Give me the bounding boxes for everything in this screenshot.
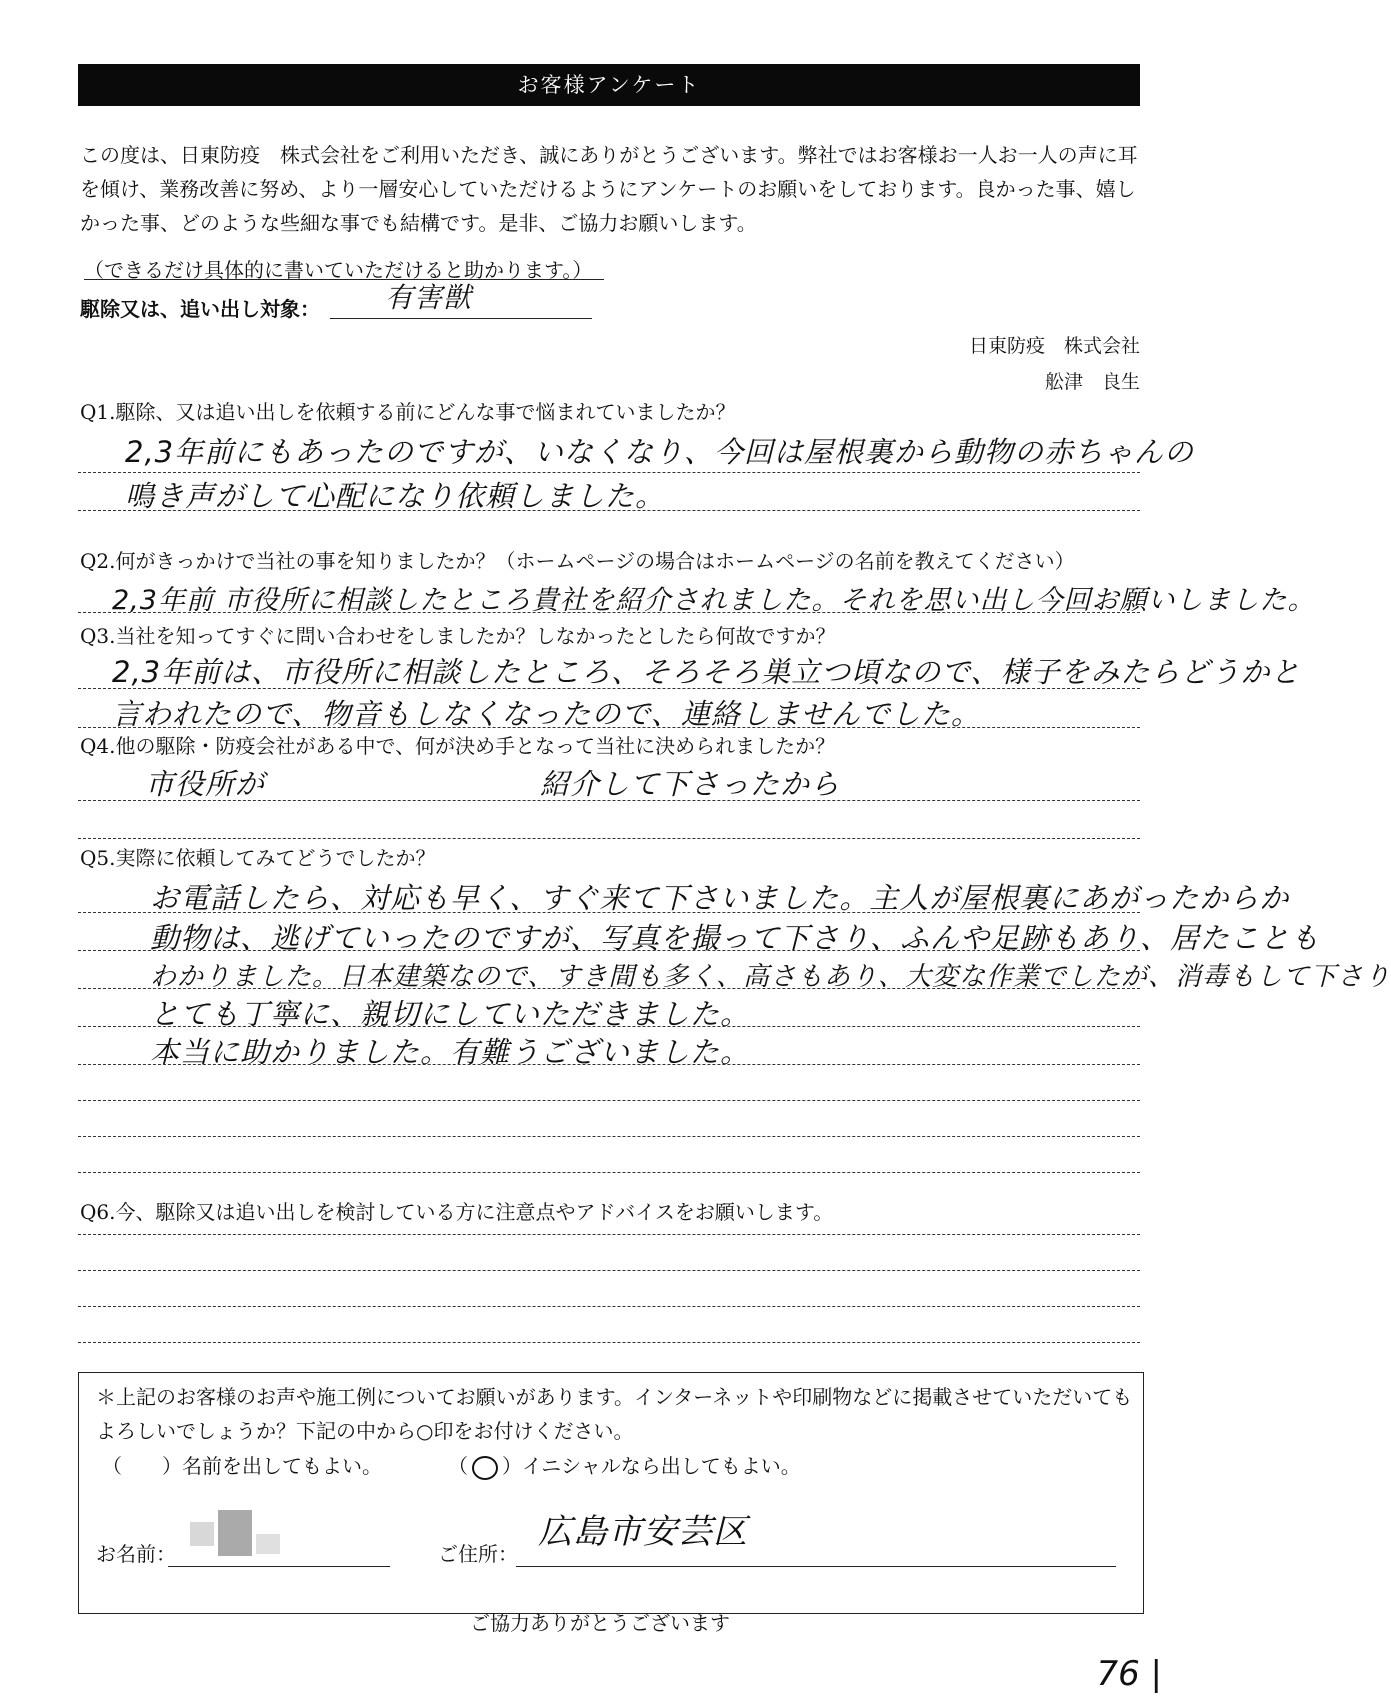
answer-line bbox=[78, 912, 1140, 913]
company-person: 舩津 良生 bbox=[1044, 371, 1140, 393]
q5-answer-line-3[interactable]: わかりました。日本建築なので、すき間も多く、高さもあり、大変な作業でしたが、消毒もして下さり bbox=[150, 962, 1391, 992]
consent-text: ＊上記のお客様のお声や施工例についてお願いがあります。インターネットや印刷物などに掲載させていただいてもよろしいでしょうか？下記の中から○印をお付けください。 bbox=[96, 1385, 1133, 1443]
consent-option-initial[interactable] bbox=[448, 1450, 801, 1480]
answer-line bbox=[78, 510, 1140, 511]
q3-label: Q3.当社を知ってすぐに問い合わせをしましたか？しなかったとしたら何故ですか？ bbox=[80, 624, 836, 648]
q5-answer-line-1[interactable]: お電話したら、対応も早く、すぐ来て下さいました。主人が屋根裏にあがったからか bbox=[150, 881, 1290, 915]
q2-label: Q2.何がきっかけで当社の事を知りましたか？（ホームページの場合はホームページの名前を教えてください） bbox=[80, 549, 1075, 573]
target-label: 駆除又は、追い出し対象： bbox=[80, 297, 320, 321]
answer-line bbox=[78, 838, 1140, 839]
answer-line bbox=[78, 1064, 1140, 1065]
q5-label: Q5.実際に依頼してみてどうでしたか？ bbox=[80, 846, 436, 870]
name-underline bbox=[168, 1566, 390, 1567]
name-label: お名前： bbox=[96, 1542, 176, 1566]
option-bracket-open: （ ） bbox=[102, 1454, 182, 1478]
answer-line bbox=[78, 1136, 1140, 1137]
answer-line bbox=[78, 1234, 1140, 1235]
answer-line bbox=[78, 988, 1140, 989]
consent-option-name[interactable] bbox=[102, 1450, 382, 1479]
answer-line bbox=[78, 612, 1140, 613]
answer-line bbox=[78, 1172, 1140, 1173]
option-2-label: イニシャルなら出してもよい。 bbox=[522, 1454, 801, 1478]
option-bracket: （ ） bbox=[448, 1454, 522, 1478]
answer-line bbox=[78, 800, 1140, 801]
intro-note: （できるだけ具体的に書いていただけると助かります。） bbox=[84, 258, 593, 282]
address-label: ご住所： bbox=[438, 1542, 518, 1566]
company-name: 日東防疫 株式会社 bbox=[968, 335, 1140, 357]
page-title: お客様アンケート bbox=[78, 64, 1140, 106]
q4-answer-part-2[interactable]: 紹介して下さったから bbox=[540, 767, 841, 801]
answer-line bbox=[78, 1306, 1140, 1307]
address-underline bbox=[516, 1566, 1116, 1567]
q5-answer-line-2[interactable]: 動物は、逃げていったのですが、写真を撮って下さり、ふんや足跡もあり、居たことも bbox=[150, 921, 1321, 955]
redacted-name-block bbox=[256, 1534, 280, 1554]
q3-answer-line-2[interactable]: 言われたので、物音もしなくなったので、連絡しませんでした。 bbox=[112, 697, 981, 731]
q3-answer-line-1[interactable]: 2,3年前は、市役所に相談したところ、そろそろ巣立つ頃なので、様子をみたらどうかと bbox=[112, 655, 1301, 689]
q1-answer-line-1[interactable]: 2,3年前にもあったのですが、いなくなり、今回は屋根裏から動物の赤ちゃんの bbox=[125, 435, 1194, 469]
answer-line bbox=[78, 1270, 1140, 1271]
q2-answer-line-1[interactable]: 2,3年前 市役所に相談したところ貴社を紹介されました。それを思い出し今回お願いしました。 bbox=[112, 585, 1316, 616]
circle-mark-icon bbox=[472, 1456, 498, 1480]
q1-label: Q1.駆除、又は追い出しを依頼する前にどんな事で悩まれていましたか？ bbox=[80, 400, 736, 424]
company-block bbox=[969, 328, 1140, 400]
q4-answer-part-1[interactable]: 市役所が bbox=[145, 767, 266, 801]
answer-line bbox=[78, 472, 1140, 473]
note-underline bbox=[84, 279, 604, 280]
answer-line bbox=[78, 1026, 1140, 1027]
q5-answer-line-4[interactable]: とても丁寧に、親切にしていただきました。 bbox=[150, 997, 751, 1031]
answer-line bbox=[78, 1342, 1140, 1343]
option-1-label: 名前を出してもよい。 bbox=[182, 1454, 382, 1478]
page-number-value: 76 bbox=[1096, 1654, 1140, 1694]
redacted-name-block bbox=[190, 1522, 214, 1546]
target-value[interactable]: 有害獣 bbox=[385, 281, 473, 314]
target-underline bbox=[330, 318, 592, 319]
address-value[interactable]: 広島市安芸区 bbox=[538, 1512, 748, 1552]
answer-line bbox=[78, 950, 1140, 951]
intro-text: この度は、日東防疫 株式会社をご利用いただき、誠にありがとうございます。弊社ではお客様お一人お一人の声に耳を傾け、業務改善に努め、より一層安心していただけるようにアンケートのお願いをしております。良かった事、嬉しかった事、どのような些細な事でも結構です。是非、ご協力お願いします。 bbox=[80, 143, 1138, 235]
q5-answer-line-5[interactable]: 本当に助かりました。有難うございました。 bbox=[150, 1035, 751, 1069]
answer-line bbox=[78, 727, 1140, 728]
q6-label: Q6.今、駆除又は追い出しを検討している方に注意点やアドバイスをお願いします。 bbox=[80, 1200, 834, 1224]
answer-line bbox=[78, 688, 1140, 689]
q4-label: Q4.他の駆除・防疫会社がある中で、何が決め手となって当社に決められましたか？ bbox=[80, 734, 836, 758]
redacted-name-block bbox=[218, 1510, 252, 1556]
q1-answer-line-2[interactable]: 鳴き声がして心配になり依頼しました。 bbox=[125, 479, 666, 513]
footer-thanks: ご協力ありがとうございます bbox=[470, 1611, 730, 1635]
page-number: 76 | bbox=[1096, 1654, 1162, 1694]
answer-line bbox=[78, 1100, 1140, 1101]
